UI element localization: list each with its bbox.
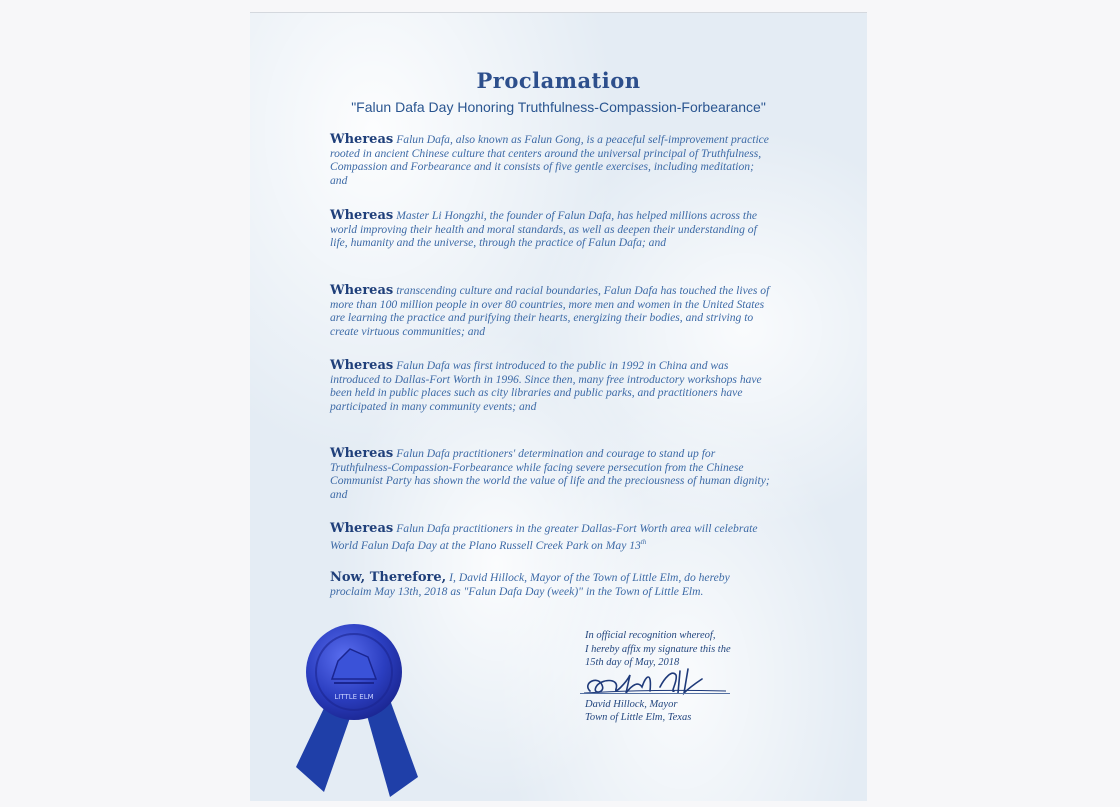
signature-line-3: 15th day of May, 2018 — [585, 657, 680, 668]
whereas-paragraph-5 — [330, 447, 770, 501]
paragraph-lead: Whereas — [330, 446, 394, 461]
signatory-name: David Hillock, Mayor — [585, 699, 678, 710]
paragraph-lead: Whereas — [330, 132, 394, 147]
signature-line-1: In official recognition whereof, — [585, 630, 716, 641]
wax-seal-with-ribbon — [294, 617, 424, 807]
paragraph-lead: Now, Therefore, — [330, 570, 447, 585]
whereas-paragraph-4 — [330, 359, 770, 413]
proclamation-document — [250, 12, 867, 801]
paragraph-text: Master Li Hongzhi, the founder of Falun Dafa, has helped millions across the world improving their health and moral standards, as well as deepen their understanding of life, humanity and the universe, through the practice of Falun Dafa; and — [330, 209, 758, 249]
ordinal-suffix: th — [640, 537, 647, 546]
paragraph-text: Falun Dafa practitioners' determination and courage to stand up for Truthfulness-Compassion-Forbearance while facing severe persecution from the Chinese Communist Party has shown the world the value of life and the preciousness of human dignity; and — [330, 447, 770, 501]
paragraph-text: I, David Hillock, Mayor of the Town of Little Elm, do hereby proclaim May 13th, 2018 as "Falun Dafa Day (week)" in the Town of Little Elm. — [330, 571, 730, 598]
paragraph-text: transcending culture and racial boundaries, Falun Dafa has touched the lives of more than 100 million people in over 80 countries, more men and women in the United States are learning the practice and purifying their hearts, energizing their bodies, and striving to create virtuous communities; and — [330, 284, 770, 338]
whereas-paragraph-3 — [330, 284, 770, 338]
paragraph-lead: Whereas — [330, 283, 394, 298]
paragraph-text: Falun Dafa practitioners in the greater Dallas-Fort Worth area will celebrate World Falun Dafa Day at the Plano Russell Creek Park on May 13 — [330, 522, 758, 552]
signature-rule — [580, 693, 730, 694]
paragraph-lead: Whereas — [330, 521, 394, 536]
signature-line-2: I hereby affix my signature this the — [585, 643, 731, 655]
paragraph-text: Falun Dafa was first introduced to the public in 1992 in China and was introduced to Dallas-Fort Worth in 1996. Since then, many free introductory workshops have been held in public places such as city libraries and public parks, and practitioners have participated in many community events; and — [330, 359, 762, 413]
paragraph-lead: Whereas — [330, 208, 394, 223]
signatory — [585, 699, 785, 724]
paragraph-text: Falun Dafa, also known as Falun Gong, is a peaceful self-improvement practice rooted in ancient Chinese culture that centers around the universal principal of Truthfulness, Compassion and Forbearance and it consists of five gentle exercises, including meditation; and — [330, 133, 769, 187]
whereas-paragraph-2 — [330, 209, 770, 250]
seal-text: LITTLE ELM — [334, 693, 374, 701]
therefore-paragraph — [330, 571, 770, 598]
document-subtitle: "Falun Dafa Day Honoring Truthfulness-Compassion-Forbearance" — [351, 99, 766, 115]
whereas-paragraph-6 — [330, 522, 770, 552]
signatory-organization: Town of Little Elm, Texas — [585, 711, 692, 723]
document-title: Proclamation — [476, 68, 641, 93]
paragraph-lead: Whereas — [330, 358, 394, 373]
whereas-paragraph-1 — [330, 133, 770, 187]
signature-statement — [585, 629, 785, 670]
